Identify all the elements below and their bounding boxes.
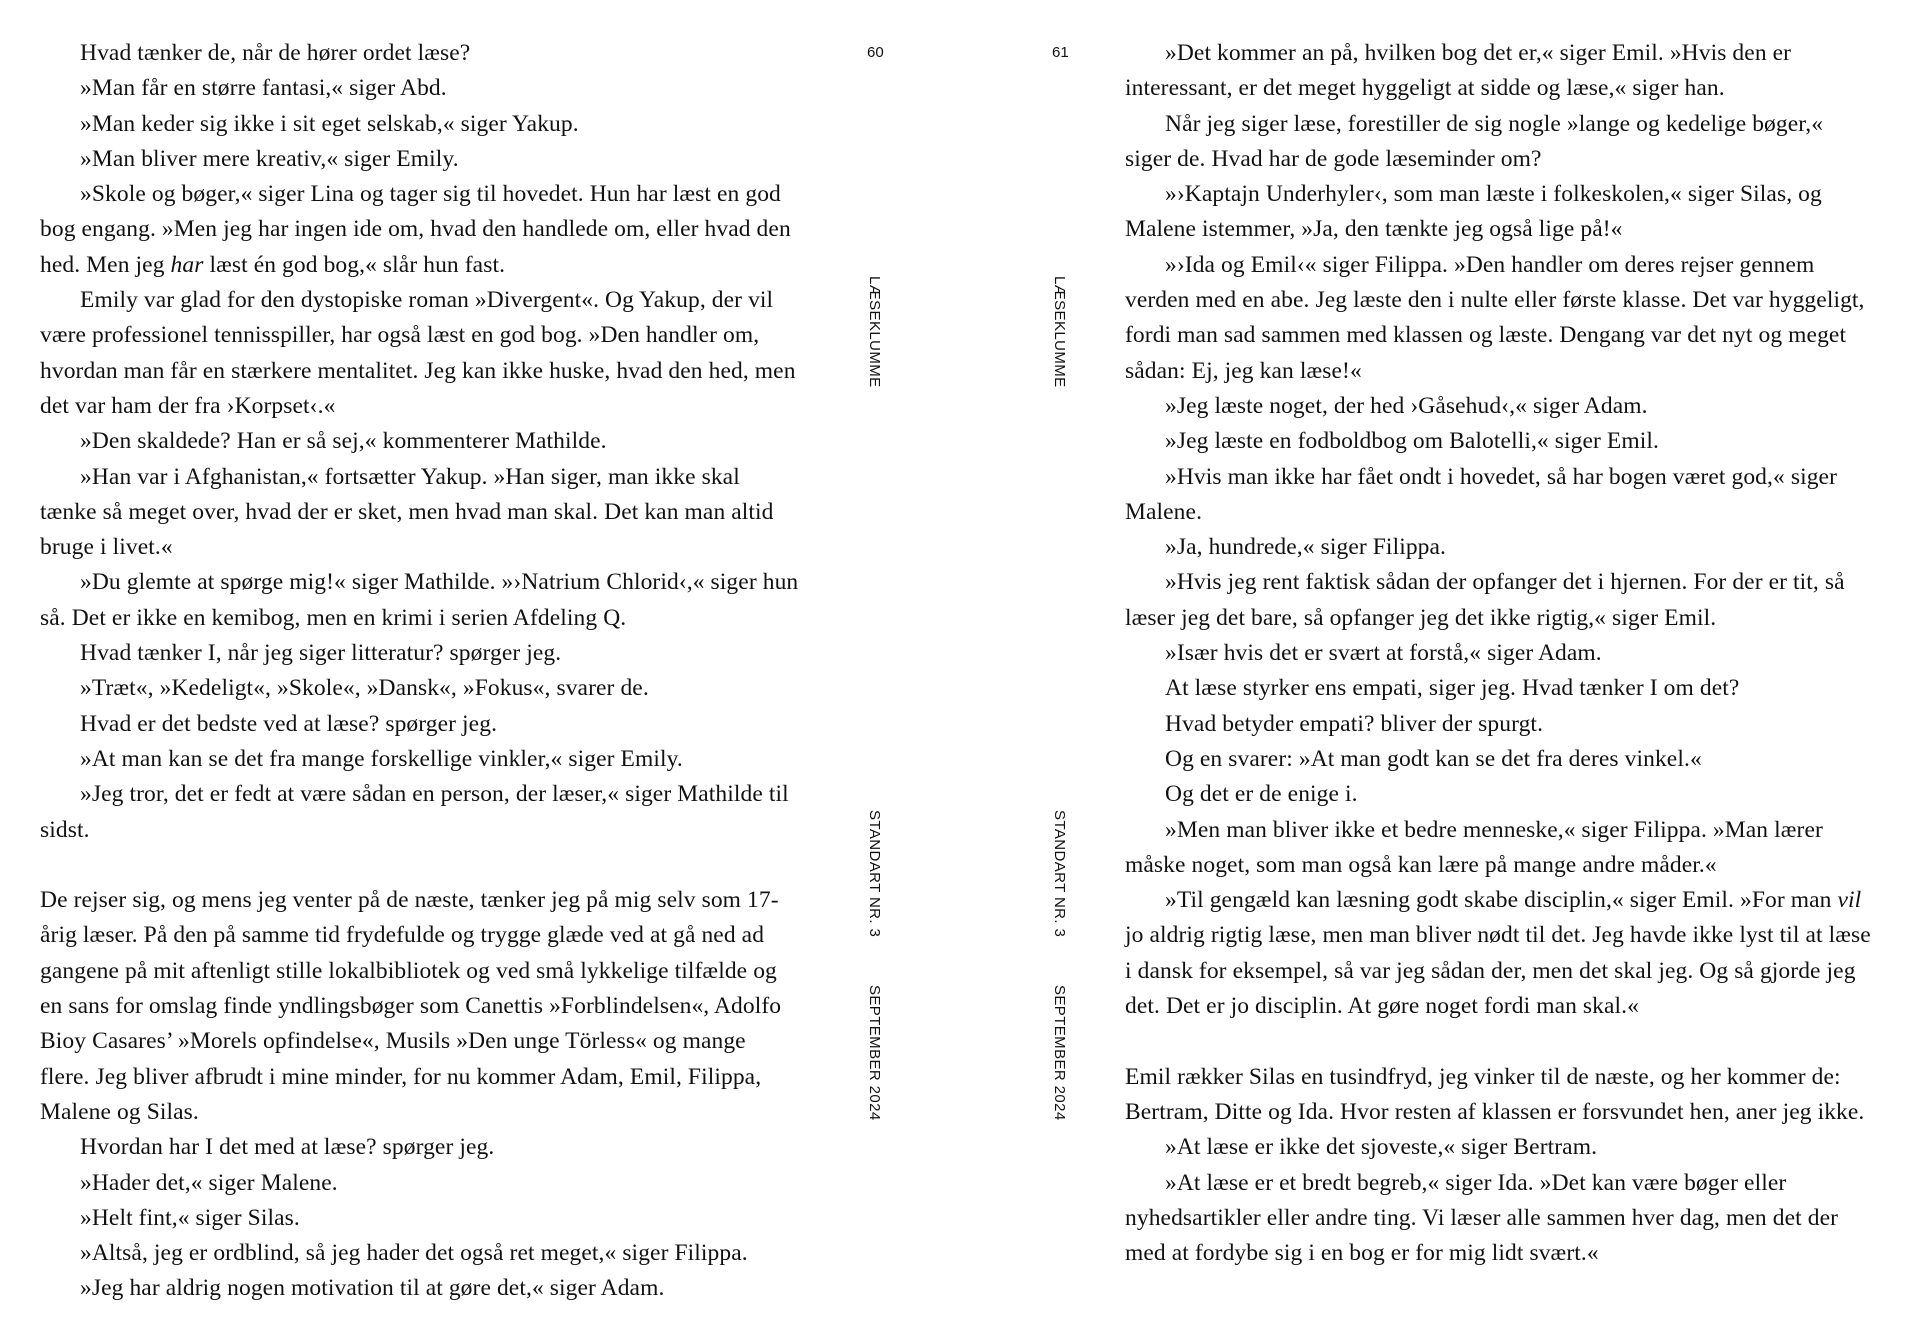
running-date-label: SEPTEMBER 2024 <box>1051 985 1068 1121</box>
paragraph: »Ja, hundrede,« siger Filippa. <box>1165 534 1447 561</box>
paragraph: Hvad betyder empati? bliver der spurgt. <box>1165 710 1544 737</box>
paragraph <box>40 177 800 283</box>
page-number: 61 <box>1052 44 1069 61</box>
text-run: jo aldrig rigtig læse, men man bliver nødt til det. Jeg havde ikke lyst til at læse i dansk for eksempel, så var jeg sådan der, men det skal jeg. Og så gjorde jeg det. Det er jo disciplin. At gøre noget fordi man skal.« <box>1125 922 1871 1020</box>
running-issue-label: STANDART NR. 3 <box>1051 810 1068 938</box>
emphasis-text: har <box>170 251 204 278</box>
paragraph: »Man bliver mere kreativ,« siger Emily. <box>80 145 459 172</box>
paragraph: Når jeg siger læse, forestiller de sig nogle »lange og kedelige bøger,« siger de. Hvad har de gode læseminder om? <box>1125 110 1824 172</box>
paragraph: »Han var i Afghanistan,« fortsætter Yakup. »Han siger, man ikke skal tænke så meget over, hvad der er sket, men hvad man skal. Det kan man altid bruge i livet.« <box>40 463 774 561</box>
text-run: »Skole og bøger,« siger Lina og tager sig til hovedet. Hun har læst en god bog engang. »Men jeg har ingen ide om, hvad den handlede om, eller hvad den hed. Men jeg <box>40 181 791 278</box>
paragraph <box>1125 883 1875 1024</box>
emphasis-text: vil <box>1837 887 1862 914</box>
left-text-column <box>40 36 800 1307</box>
paragraph: »Især hvis det er svært at forstå,« siger Adam. <box>1165 640 1602 667</box>
paragraph: »Du glemte at spørge mig!« siger Mathilde. »›Natrium Chlorid‹,« siger hun så. Det er ikke en kemibog, men en krimi i serien Afdeling Q. <box>40 569 799 631</box>
paragraph: At læse styrker ens empati, siger jeg. Hvad tænker I om det? <box>1165 675 1740 702</box>
paragraph: »At læse er et bredt begreb,« siger Ida. »Det kan være bøger eller nyhedsartikler eller andre ting. Vi læser alle sammen hver dag, men det der med at fordybe sig i en bog er for mig lidt svært.« <box>1125 1169 1839 1267</box>
text-run: »Til gengæld kan læsning godt skabe disciplin,« siger Emil. »For man <box>1165 887 1838 914</box>
paragraph: »At man kan se det fra mange forskellige vinkler,« siger Emily. <box>80 745 683 772</box>
paragraph: »Jeg har aldrig nogen motivation til at gøre det,« siger Adam. <box>80 1275 665 1302</box>
running-section-label: LÆSEKLUMME <box>1051 276 1068 388</box>
paragraph: Emily var glad for den dystopiske roman »Divergent«. Og Yakup, der vil være professionel tennisspiller, har også læst en god bog. »Den handler om, hvordan man får en stærkere mentalitet. Jeg kan ikke huske, hvad den hed, men det var ham der fra ›Korpset‹.« <box>40 287 796 419</box>
paragraph: »Træt«, »Kedeligt«, »Skole«, »Dansk«, »Fokus«, svarer de. <box>80 675 649 702</box>
paragraph: »At læse er ikke det sjoveste,« siger Bertram. <box>1165 1134 1598 1161</box>
paragraph: »Man får en større fantasi,« siger Abd. <box>80 75 447 102</box>
section-break <box>1125 1024 1875 1059</box>
paragraph: »Det kommer an på, hvilken bog det er,« siger Emil. »Hvis den er interessant, er det meget hyggeligt at sidde og læse,« siger han. <box>1125 40 1792 102</box>
paragraph: »Men man bliver ikke et bedre menneske,« siger Filippa. »Man lærer måske noget, som man også kan lære på mange andre måder.« <box>1125 816 1823 878</box>
paragraph: Hvad er det bedste ved at læse? spørger jeg. <box>80 710 498 737</box>
paragraph: »Jeg læste noget, der hed ›Gåsehud‹,« siger Adam. <box>1165 392 1648 419</box>
paragraph: Og en svarer: »At man godt kan se det fra deres vinkel.« <box>1165 745 1702 772</box>
paragraph: Og det er de enige i. <box>1165 781 1358 808</box>
running-issue-label: STANDART NR. 3 <box>866 810 883 938</box>
paragraph: »Jeg læste en fodboldbog om Balotelli,« siger Emil. <box>1165 428 1659 455</box>
text-run: læst én god bog,« slår hun fast. <box>203 251 506 278</box>
paragraph: »Den skaldede? Han er så sej,« kommenterer Mathilde. <box>80 428 607 455</box>
section-break <box>40 848 800 883</box>
paragraph: Hvad tænker I, når jeg siger litteratur? spørger jeg. <box>80 640 562 667</box>
paragraph: »›Ida og Emil‹« siger Filippa. »Den handler om deres rejser gennem verden med en abe. Jeg læste den i nulte eller første klasse. Det var hyggeligt, fordi man sad sammen med klassen og læste. Dengang var det nyt og meget sådan: Ej, jeg kan læse!« <box>1125 251 1865 384</box>
paragraph: Hvordan har I det med at læse? spørger jeg. <box>80 1134 495 1161</box>
paragraph: »›Kaptajn Underhyler‹, som man læste i folkeskolen,« siger Silas, og Malene istemmer, »Ja, den tænkte jeg også lige på!« <box>1125 181 1822 243</box>
paragraph: Emil rækker Silas en tusindfryd, jeg vinker til de næste, og her kommer de: Bertram, Ditte og Ida. Hvor resten af klassen er forsvundet hen, aner jeg ikke. <box>1125 1063 1865 1125</box>
right-text-column <box>1125 36 1875 1271</box>
paragraph: »Jeg tror, det er fedt at være sådan en person, der læser,« siger Mathilde til sidst. <box>40 781 789 843</box>
paragraph: »Helt fint,« siger Silas. <box>80 1204 300 1231</box>
paragraph: »Man keder sig ikke i sit eget selskab,« siger Yakup. <box>80 110 579 137</box>
paragraph: »Hvis man ikke har fået ondt i hovedet, så har bogen været god,« siger Malene. <box>1125 463 1838 525</box>
running-date-label: SEPTEMBER 2024 <box>866 985 883 1121</box>
paragraph: »Hvis jeg rent faktisk sådan der opfanger det i hjernen. For der er tit, så læser jeg det bare, så opfanger jeg det ikke rigtig,« siger Emil. <box>1125 569 1845 631</box>
right-page <box>960 0 1920 1328</box>
paragraph: De rejser sig, og mens jeg venter på de næste, tænker jeg på mig selv som 17-årig læser. På den på samme tid frydefulde og trygge glæde ved at gå ned ad gangene på mit aftenligt stille lokalbibliotek og ved små lykkelige tilfælde og en sans for omslag finde yndlingsbøger som Canettis »Forblindelsen«, Adolfo Bioy Casares’ »Morels opfindelse«, Musils »Den unge Törless« og mange flere. Jeg bliver afbrudt i mine minder, for nu kommer Adam, Emil, Filippa, Malene og Silas. <box>40 887 782 1125</box>
running-section-label: LÆSEKLUMME <box>866 276 883 388</box>
page-number: 60 <box>867 44 884 61</box>
paragraph: »Hader det,« siger Malene. <box>80 1169 338 1196</box>
paragraph: »Altså, jeg er ordblind, så jeg hader det også ret meget,« siger Filippa. <box>80 1240 748 1267</box>
paragraph: Hvad tænker de, når de hører ordet læse? <box>80 40 471 66</box>
